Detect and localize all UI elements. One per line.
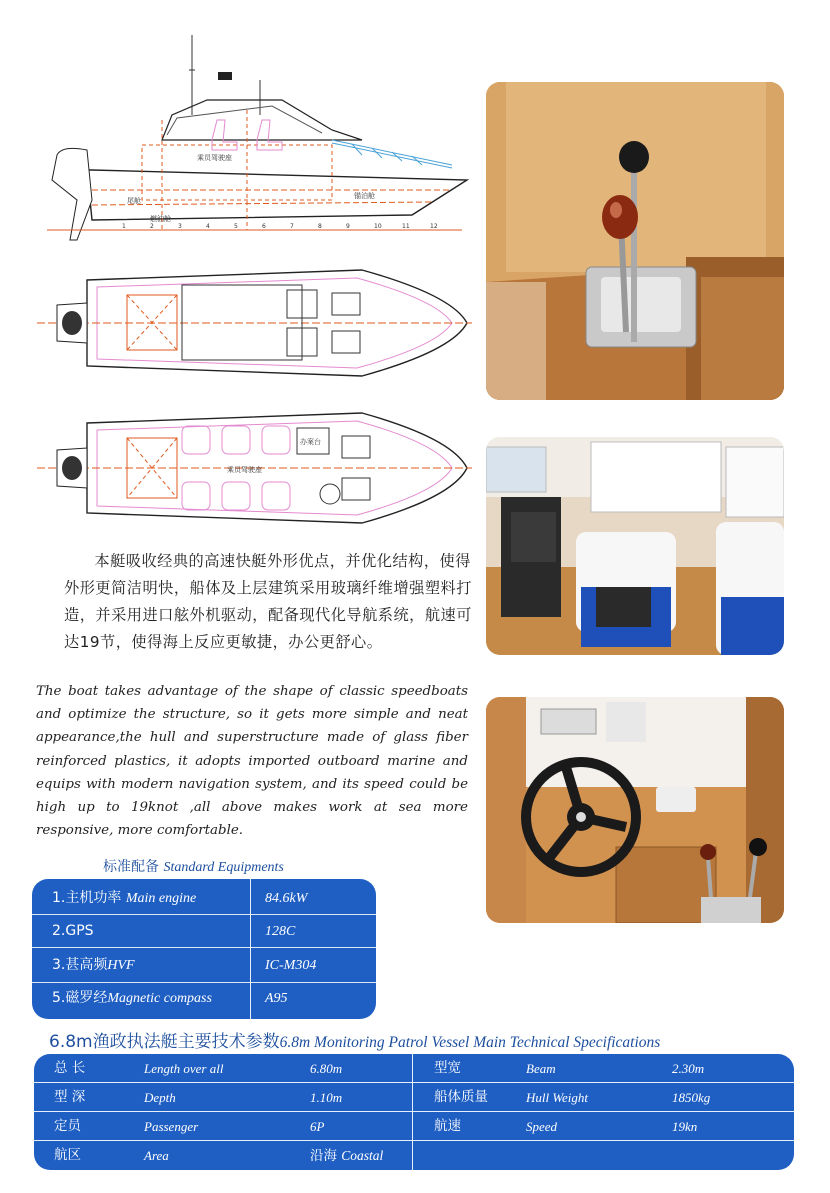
station-number: 2: [150, 223, 154, 230]
cabin-seats-photo: [486, 437, 784, 655]
specifications-title: [49, 1027, 660, 1052]
side-elevation-drawing: [32, 30, 472, 245]
spec-label-en: Hull Weight: [526, 1090, 588, 1105]
spec-label-cn: 型 深: [54, 1089, 86, 1105]
spec-value-en: Coastal: [341, 1148, 384, 1163]
plan-label-desk: 办案台: [300, 438, 321, 446]
spec-label-cn: 船体质量: [434, 1089, 488, 1105]
row-divider: [32, 914, 376, 915]
throttle-lever-photo: [486, 82, 784, 400]
equipment-row: [32, 916, 376, 947]
standard-equipments-table: [32, 879, 376, 1019]
spec-value: 2.30m: [672, 1061, 705, 1076]
equipment-name-cn: 3.甚高频: [52, 957, 108, 973]
station-number: 7: [290, 223, 294, 230]
spec-label-en: Beam: [526, 1061, 556, 1076]
spec-label-cn: 航速: [434, 1118, 461, 1134]
spec-value: 6P: [310, 1119, 325, 1134]
equipment-name-cn: 5.磁罗经: [52, 990, 108, 1006]
spec-label-cn: 型宽: [434, 1060, 461, 1076]
side-label-fuel: 燃油舱: [150, 215, 171, 223]
equipment-value: A95: [265, 991, 288, 1006]
station-number: 1: [122, 223, 126, 230]
spec-label-en: Passenger: [144, 1119, 199, 1134]
equipment-row: [32, 983, 376, 1014]
standard-equipments-title-en: Standard Equipments: [163, 860, 284, 875]
spec-value: 1.10m: [310, 1090, 343, 1105]
spec-value-cn: 沿海: [310, 1148, 337, 1164]
spec-label-en: Speed: [526, 1119, 558, 1134]
equipment-name-en: HVF: [107, 958, 135, 973]
equipment-name-en: Magnetic compass: [107, 991, 212, 1006]
equipment-value: 84.6kW: [265, 891, 308, 906]
station-number: 3: [178, 223, 182, 230]
spec-value: 19kn: [672, 1119, 698, 1134]
standard-equipments-title-cn: 标准配备: [103, 859, 159, 875]
equipment-value: 128C: [265, 924, 296, 939]
plan-view-drawing-1: [32, 255, 472, 390]
specifications-title-cn: 6.8m渔政执法艇主要技术参数: [49, 1032, 280, 1052]
row-divider: [32, 947, 376, 948]
equipment-name-en: Main engine: [125, 891, 197, 906]
equipment-row: [32, 950, 376, 981]
side-label-seat: 乘员驾驶座: [197, 154, 232, 162]
chinese-description: 本艇吸收经典的高速快艇外形优点，并优化结构，使得外形更简洁明快，船体及上层建筑采用玻璃纤维增强塑料打造，并采用进口舷外机驱动，配备现代化导航系统，航速可达19节，使得海上反应更敏捷，办公更舒心。: [64, 552, 472, 651]
specifications-table: [34, 1054, 794, 1170]
spec-value: 6.80m: [310, 1061, 343, 1076]
spec-value: 1850kg: [672, 1090, 711, 1105]
spec-label-cn: 航区: [54, 1147, 81, 1163]
station-number: 9: [346, 223, 350, 230]
spec-label-en: Length over all: [144, 1061, 224, 1076]
station-number: 10: [374, 223, 382, 230]
station-number: 6: [262, 223, 266, 230]
english-description: The boat takes advantage of the shape of classic speedboats and optimize the structure, so it gets more simple and neat appearance,the hull and superstructure made of glass fiber reinforced plastics, it adopts imported outboard marine and equips with modern navigation system, and its speed could be high up to 19knot ,all above makes work at sea more responsive, more comfortable.: [36, 684, 468, 839]
specifications-title-en: 6.8m Monitoring Patrol Vessel Main Technical Specifications: [279, 1034, 661, 1051]
station-number: 8: [318, 223, 322, 230]
spec-value: [310, 1141, 383, 1170]
spec-label-cn: 定员: [54, 1118, 81, 1134]
station-number: 11: [402, 223, 410, 230]
spec-label-en: Depth: [144, 1090, 176, 1105]
equipment-name-cn: 2.GPS: [52, 923, 94, 939]
side-label-stern: 尾舱: [127, 197, 141, 205]
plan-view-drawing-2: [32, 398, 472, 538]
equipment-value: IC-M304: [265, 958, 317, 973]
station-number: 5: [234, 223, 238, 230]
equipment-row: [32, 883, 376, 914]
standard-equipments-title: [103, 856, 284, 876]
plan-label-seat: 乘员驾驶座: [227, 466, 262, 474]
spec-label-cn: 总 长: [54, 1060, 86, 1076]
side-label-anchor: 锚泊舱: [354, 192, 375, 200]
helm-steering-wheel-photo: [486, 697, 784, 923]
equipment-name-cn: 1.主机功率: [52, 890, 122, 906]
spec-label-en: Area: [144, 1148, 169, 1163]
station-number: 12: [430, 223, 438, 230]
column-divider: [412, 1054, 413, 1170]
station-number: 4: [206, 223, 210, 230]
